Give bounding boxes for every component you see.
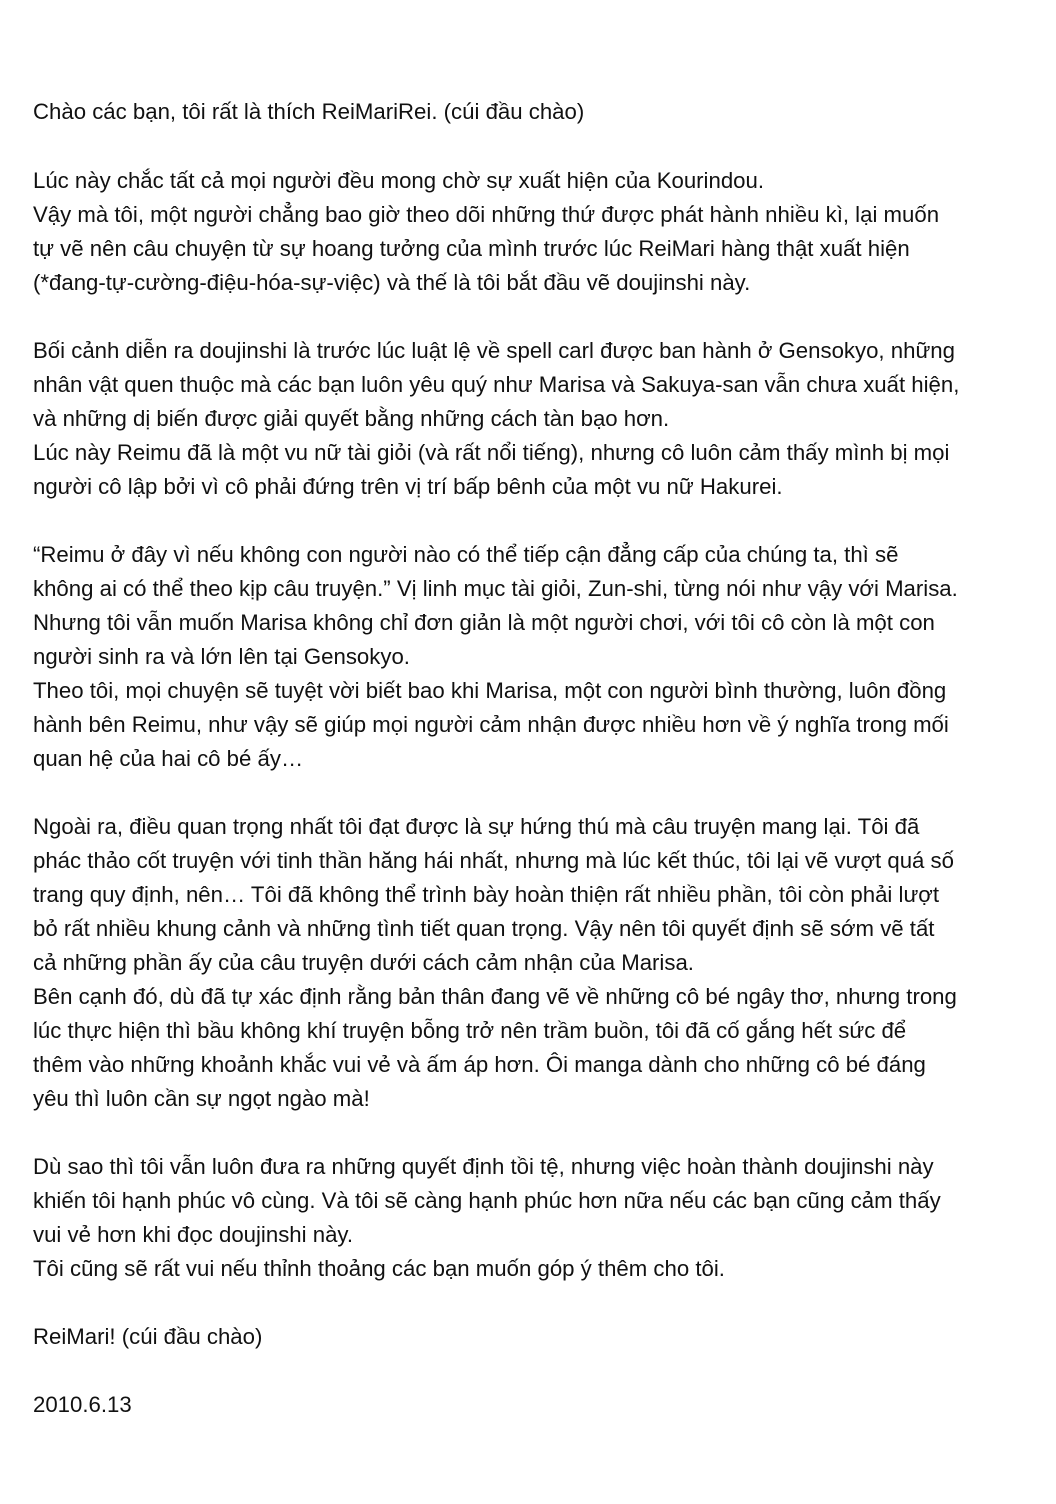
- paragraph-4-line-3: trang quy định, nên… Tôi đã không thể trình bày hoàn thiện rất nhiều phần, tôi còn phải lượt: [33, 882, 940, 907]
- paragraph-3-line-4: người sinh ra và lớn lên tại Gensokyo.: [33, 644, 410, 669]
- paragraph-2-line-1: Bối cảnh diễn ra doujinshi là trước lúc luật lệ về spell carl được ban hành ở Gensokyo, những: [33, 338, 955, 363]
- paragraph-4-line-1: Ngoài ra, điều quan trọng nhất tôi đạt được là sự hứng thú mà câu truyện mang lại. Tôi đã: [33, 814, 920, 839]
- date-line: 2010.6.13: [33, 1392, 132, 1417]
- paragraph-4-line-8: thêm vào những khoảnh khắc vui vẻ và ấm áp hơn. Ôi manga dành cho những cô bé đáng: [33, 1052, 926, 1077]
- paragraph-2-line-4: Lúc này Reimu đã là một vu nữ tài giỏi (và rất nổi tiếng), nhưng cô luôn cảm thấy mình bị mọi: [33, 440, 950, 465]
- paragraph-3-line-5: Theo tôi, mọi chuyện sẽ tuyệt vời biết bao khi Marisa, một con người bình thường, luôn đồng: [33, 678, 947, 703]
- paragraph-3-line-2: không ai có thể theo kịp câu truyện.” Vị linh mục tài giỏi, Zun-shi, từng nói như vậy với Marisa.: [33, 576, 958, 601]
- sign-off-line: ReiMari! (cúi đầu chào): [33, 1324, 263, 1349]
- paragraph-3-line-6: hành bên Reimu, như vậy sẽ giúp mọi người cảm nhận được nhiều hơn về ý nghĩa trong mối: [33, 712, 949, 737]
- paragraph-5-line-2: khiến tôi hạnh phúc vô cùng. Và tôi sẽ càng hạnh phúc hơn nữa nếu các bạn cũng cảm thấy: [33, 1188, 941, 1213]
- paragraph-1-line-2: Vậy mà tôi, một người chẳng bao giờ theo dõi những thứ được phát hành nhiều kì, lại muốn: [33, 202, 940, 227]
- paragraph-2-line-3: và những dị biến được giải quyết bằng những cách tàn bạo hơn.: [33, 406, 670, 431]
- paragraph-3-line-3: Nhưng tôi vẫn muốn Marisa không chỉ đơn giản là một người chơi, với tôi cô còn là một con: [33, 610, 935, 635]
- paragraph-5-line-3: vui vẻ hơn khi đọc doujinshi này.: [33, 1222, 354, 1247]
- paragraph-3-line-7: quan hệ của hai cô bé ấy…: [33, 746, 304, 771]
- paragraph-1-line-3: tự vẽ nên câu chuyện từ sự hoang tưởng của mình trước lúc ReiMari hàng thật xuất hiện: [33, 236, 910, 261]
- paragraph-4-line-5: cả những phần ấy của câu truyện dưới cách cảm nhận của Marisa.: [33, 950, 694, 975]
- paragraph-4-line-6: Bên cạnh đó, dù đã tự xác định rằng bản thân đang vẽ về những cô bé ngây thơ, nhưng trong: [33, 984, 957, 1009]
- paragraph-4-line-2: phác thảo cốt truyện với tinh thần hăng hái nhất, nhưng mà lúc kết thúc, tôi lại vẽ vượt quá số: [33, 848, 954, 873]
- paragraph-2-line-2: nhân vật quen thuộc mà các bạn luôn yêu quý như Marisa và Sakuya-san vẫn chưa xuất hiện,: [33, 372, 960, 397]
- greeting-line: Chào các bạn, tôi rất là thích ReiMariRei. (cúi đầu chào): [33, 99, 585, 124]
- paragraph-1-line-4: (*đang-tự-cường-điệu-hóa-sự-việc) và thế là tôi bắt đầu vẽ doujinshi này.: [33, 270, 751, 295]
- paragraph-5-line-1: Dù sao thì tôi vẫn luôn đưa ra những quyết định tồi tệ, nhưng việc hoàn thành doujinshi này: [33, 1154, 934, 1179]
- paragraph-1-line-1: Lúc này chắc tất cả mọi người đều mong chờ sự xuất hiện của Kourindou.: [33, 168, 765, 193]
- paragraph-2-line-5: người cô lập bởi vì cô phải đứng trên vị trí bấp bênh của một vu nữ Hakurei.: [33, 474, 783, 499]
- paragraph-4-line-9: yêu thì luôn cần sự ngọt ngào mà!: [33, 1086, 370, 1111]
- paragraph-3-line-1: “Reimu ở đây vì nếu không con người nào có thể tiếp cận đẳng cấp của chúng ta, thì sẽ: [33, 542, 899, 567]
- paragraph-4-line-4: bỏ rất nhiều khung cảnh và những tình tiết quan trọng. Vậy nên tôi quyết định sẽ sớm vẽ tất: [33, 916, 935, 941]
- paragraph-5-line-4: Tôi cũng sẽ rất vui nếu thỉnh thoảng các bạn muốn góp ý thêm cho tôi.: [33, 1256, 725, 1281]
- paragraph-4-line-7: lúc thực hiện thì bầu không khí truyện bỗng trở nên trầm buồn, tôi đã cố gắng hết sức để: [33, 1018, 907, 1043]
